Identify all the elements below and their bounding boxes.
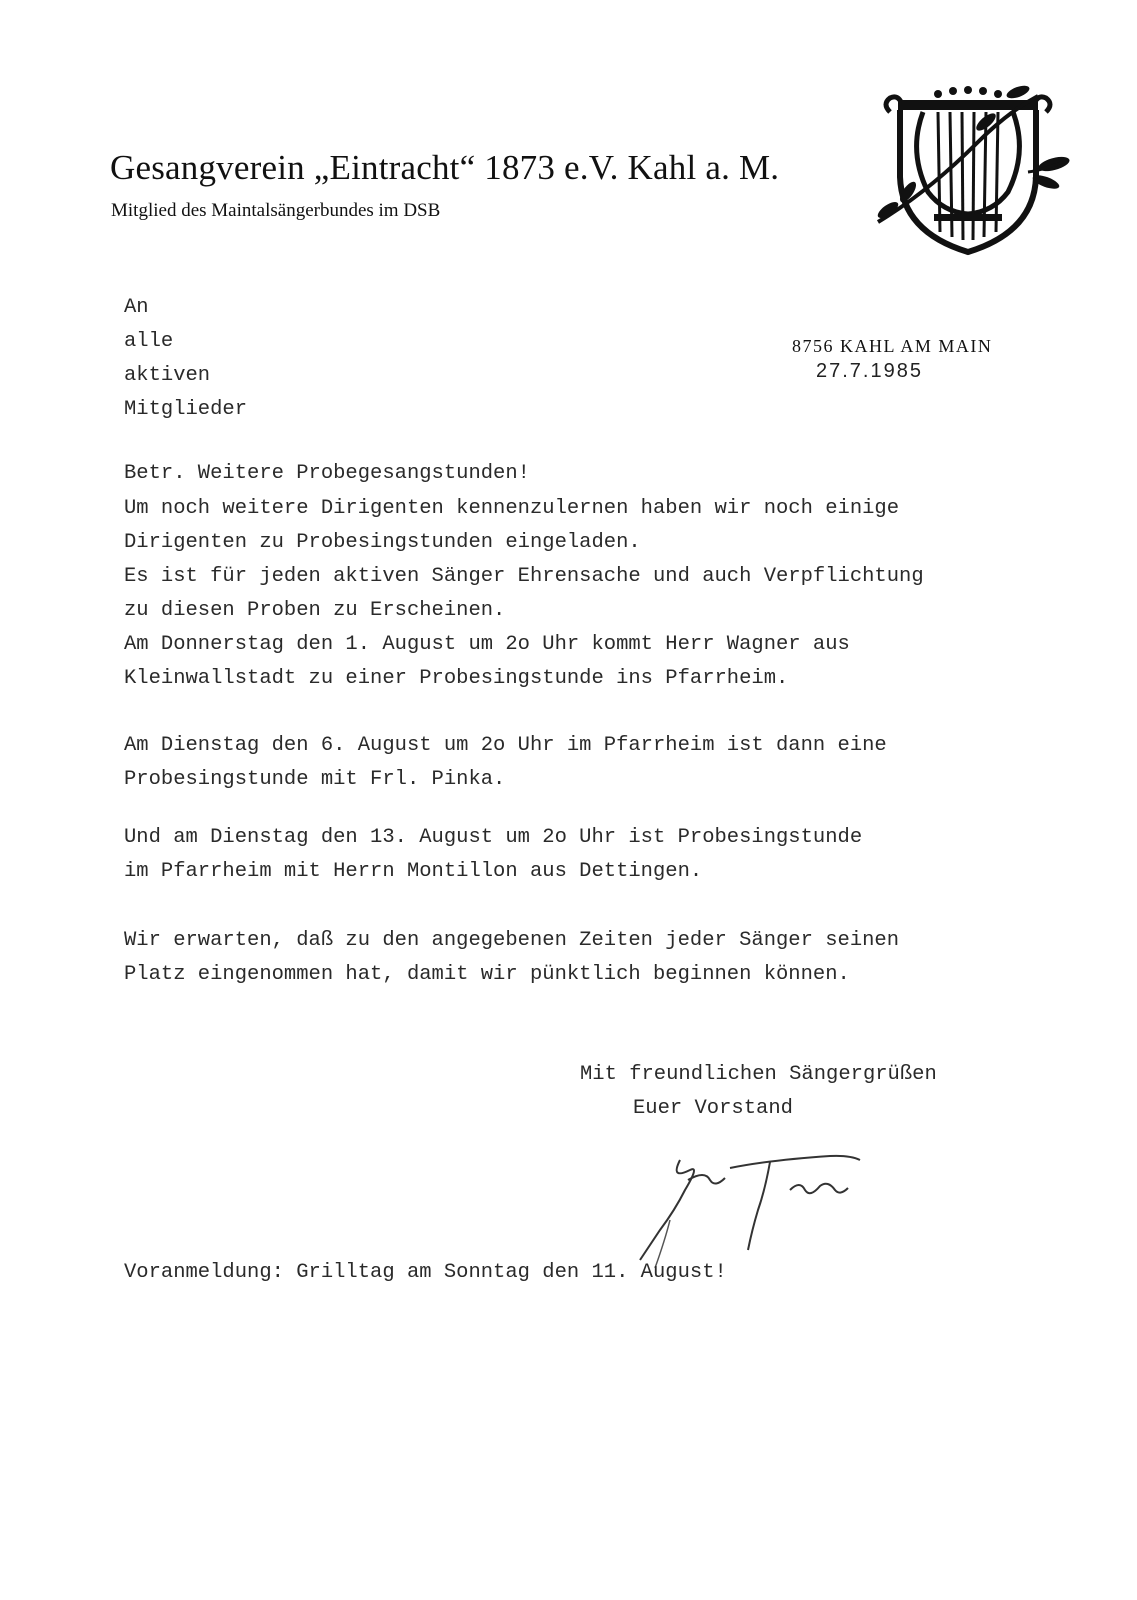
subject-line: Betr. Weitere Probegesangstunden! [124,462,530,485]
handwritten-signature-icon [630,1150,890,1270]
lyre-emblem-icon [868,82,1078,262]
body-line: Um noch weitere Dirigenten kennenzulernen haben wir noch einige [124,497,900,520]
recipient-line: aktiven [124,364,211,387]
letterhead-subtitle: Mitglied des Maintalsängerbundes im DSB [111,200,441,221]
date: 27.7.1985 [816,360,923,382]
body-line: zu diesen Proben zu Erscheinen. [124,599,506,622]
body-line: Wir erwarten, daß zu den angegebenen Zeiten jeder Sänger seinen [124,929,900,952]
place: 8756 KAHL AM MAIN [792,336,993,356]
footer-note: Voranmeldung: Grilltag am Sonntag den 11. August! [124,1261,727,1284]
letterhead-title: Gesangverein „Eintracht“ 1873 e.V. Kahl a. M. [110,148,780,187]
recipient-line: Mitglieder [124,398,248,421]
body-line: Platz eingenommen hat, damit wir pünktlich beginnen können. [124,963,850,986]
closing-sender: Euer Vorstand [633,1097,793,1120]
body-line: im Pfarrheim mit Herrn Montillon aus Dettingen. [124,860,703,883]
body-line: Dirigenten zu Probesingstunden eingeladen. [124,531,641,554]
body-line: Am Donnerstag den 1. August um 2o Uhr kommt Herr Wagner aus [124,633,850,656]
body-line: Es ist für jeden aktiven Sänger Ehrensache und auch Verpflichtung [124,565,924,588]
recipient-line: An [124,296,149,319]
recipient-line: alle [124,330,174,353]
body-line: Am Dienstag den 6. August um 2o Uhr im Pfarrheim ist dann eine [124,734,887,757]
body-line: Probesingstunde mit Frl. Pinka. [124,768,506,791]
body-line: Kleinwallstadt zu einer Probesingstunde ins Pfarrheim. [124,667,789,690]
closing-greeting: Mit freundlichen Sängergrüßen [580,1063,937,1086]
body-line: Und am Dienstag den 13. August um 2o Uhr ist Probesingstunde [124,826,863,849]
